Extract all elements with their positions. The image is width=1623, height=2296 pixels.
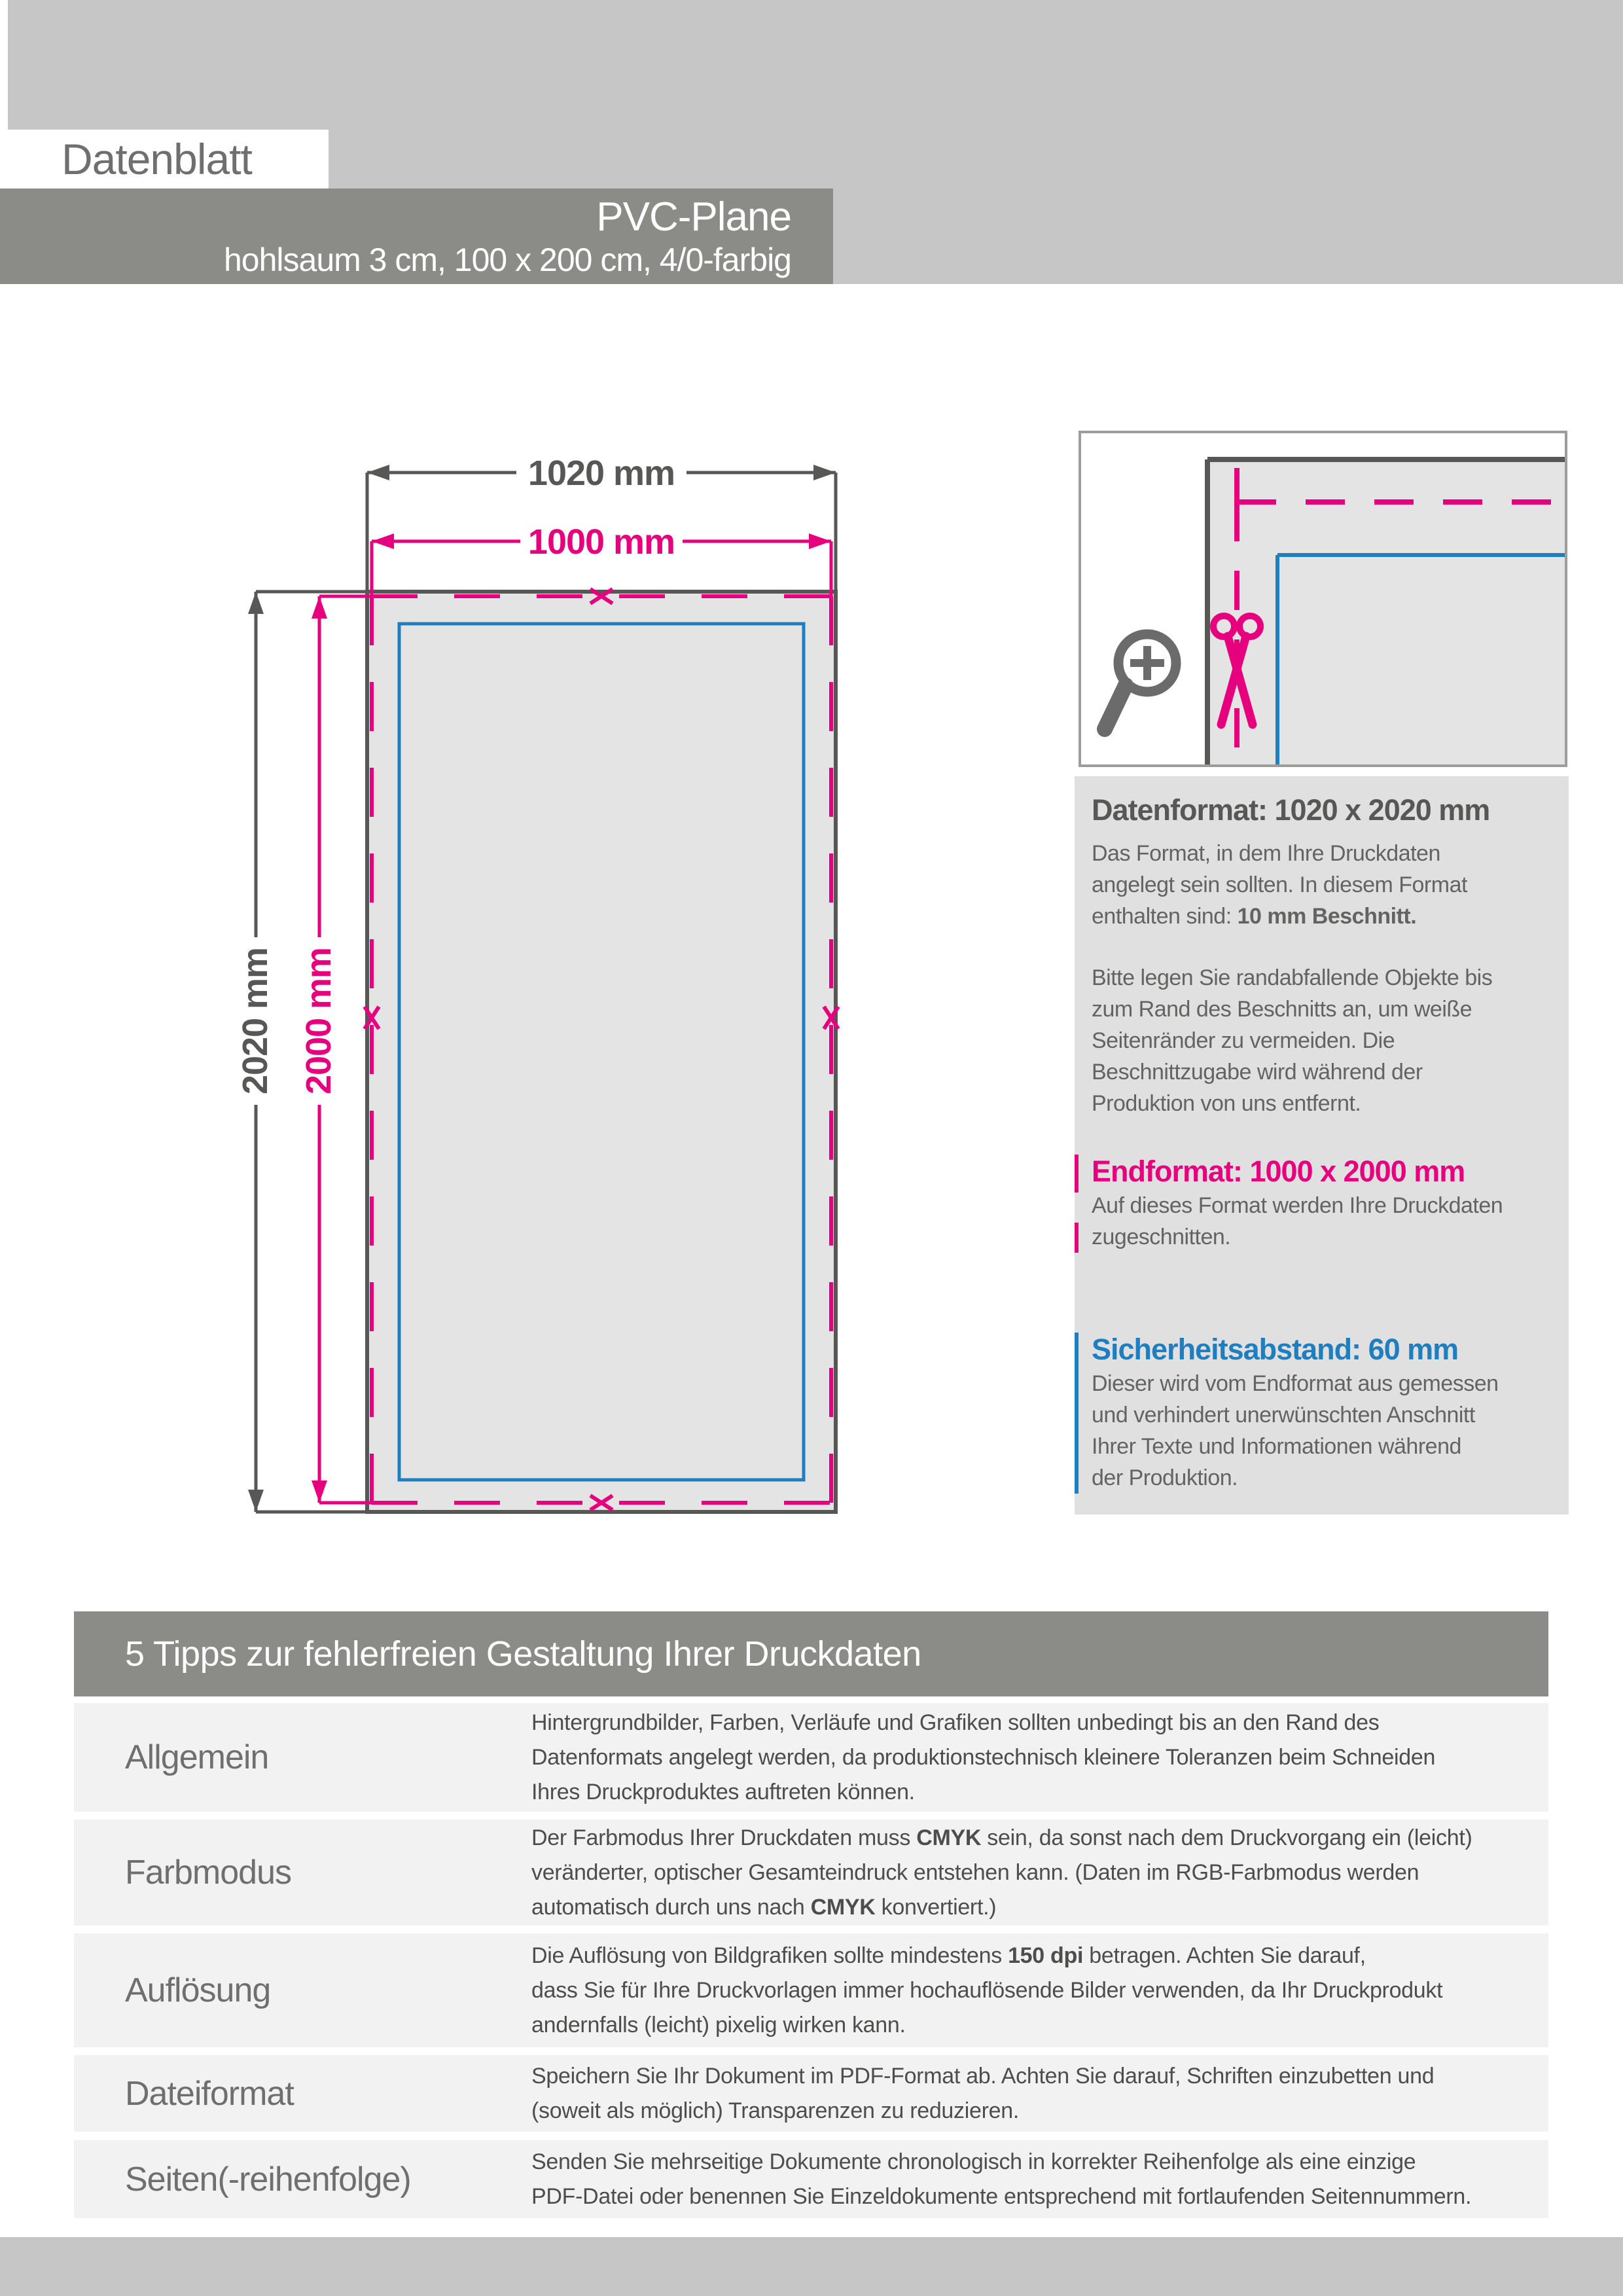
dim-height-outer [236,592,275,1512]
format-info-panel [1075,776,1569,1515]
magnifier-plus-icon [1105,634,1176,729]
tip-label: Allgemein [125,1738,269,1776]
dim-width-outer-label: 1020 mm [527,454,675,493]
tip-row-dateiformat [74,2055,1548,2132]
doc-type-label: Datenblatt [62,135,252,183]
footer-band [0,2237,1623,2296]
datenformat-area [367,592,836,1512]
endformat-title: Endformat: 1000 x 2000 mm [1092,1155,1465,1188]
tip-label: Dateiformat [125,2074,294,2113]
endformat-bar [1075,1155,1079,1193]
tip-row-allgemein [74,1703,1548,1812]
tip-body: Hintergrundbilder, Farben, Verläufe und Grafiken sollten unbedingt bis an den Rand des Datenformats angelegt werden, da produktionstechnisch kleinere Toleranzen beim Schneiden Ihres Druckproduktes auftreten können. [531,1710,1436,1804]
tip-body: Der Farbmodus Ihrer Druckdaten muss CMYK sein, da sonst nach dem Druckvorgang ein (leicht) veränderter, optischer Gesamteindruck entstehen kann. (Daten im RGB-Farbmodus werden automatisch durch uns nach CMYK konvertiert.) [531,1825,1472,1920]
dim-height-trim [299,596,338,1503]
tip-row-farbmodus [74,1820,1548,1926]
product-variant: hohlsaum 3 cm, 100 x 200 cm, 4/0-farbig [223,242,791,278]
datenformat-paragraph-2: Bitte legen Sie randabfallende Objekte bis zum Rand des Beschnitts an, um weiße Seitenränder zu vermeiden. Die Beschnittzugabe wird während der Produktion von uns entfernt. [1092,965,1493,1116]
tip-body: Speichern Sie Ihr Dokument im PDF-Format ab. Achten Sie darauf, Schriften einzubetten und (soweit als möglich) Transparenzen zu reduzieren. [531,2063,1435,2123]
dim-width-trim [372,522,831,562]
dim-height-trim-label: 2000 mm [299,947,338,1095]
tip-body: Die Auflösung von Bildgrafiken sollte mindestens 150 dpi betragen. Achten Sie darauf, dass Sie für Ihre Druckvorlagen immer hochauflösende Bilder verwenden, da Ihr Druckprodukt andernfalls (leicht) pixelig wirken kann. [531,1943,1443,2037]
tips-heading-banner [74,1611,1548,1696]
zoom-detail-illustration [1081,433,1565,764]
tip-label: Auflösung [125,1971,271,2009]
tip-label: Seiten(-reihenfolge) [125,2160,411,2198]
endformat-bar2 [1075,1223,1079,1253]
tip-body: Senden Sie mehrseitige Dokumente chronologisch in korrekter Reihenfolge als eine einzige PDF-Datei oder benennen Sie Einzeldokumente entsprechend mit fortlaufenden Seitennummern. [531,2149,1472,2209]
product-name: PVC-Plane [596,194,791,240]
tip-label: Farbmodus [125,1854,291,1892]
tip-row-seitenreihenfolge [74,2140,1548,2218]
sicherheitsabstand-paragraph: Dieser wird vom Endformat aus gemessen und verhindert unerwünschten Anschnitt Ihrer Texte und Informationen während der Produktion. [1092,1371,1499,1490]
dim-height-outer-label: 2020 mm [236,947,275,1095]
tips-heading: 5 Tipps zur fehlerfreien Gestaltung Ihrer Druckdaten [125,1634,921,1674]
dim-width-trim-label: 1000 mm [527,522,675,562]
dim-width-outer [367,454,836,493]
datenformat-paragraph-1: Das Format, in dem Ihre Druckdaten angelegt sein sollten. In diesem Format enthalten sind: 10 mm Beschnitt. [1092,841,1467,929]
zoom-detail-box [1079,431,1567,767]
endformat-paragraph: Auf dieses Format werden Ihre Druckdaten zugeschnitten. [1092,1193,1503,1249]
tip-row-aufloesung [74,1933,1548,2047]
sicherheitsabstand-title: Sicherheitsabstand: 60 mm [1092,1333,1459,1366]
safety-bar [1075,1333,1079,1494]
datenformat-title: Datenformat: 1020 x 2020 mm [1092,793,1490,827]
